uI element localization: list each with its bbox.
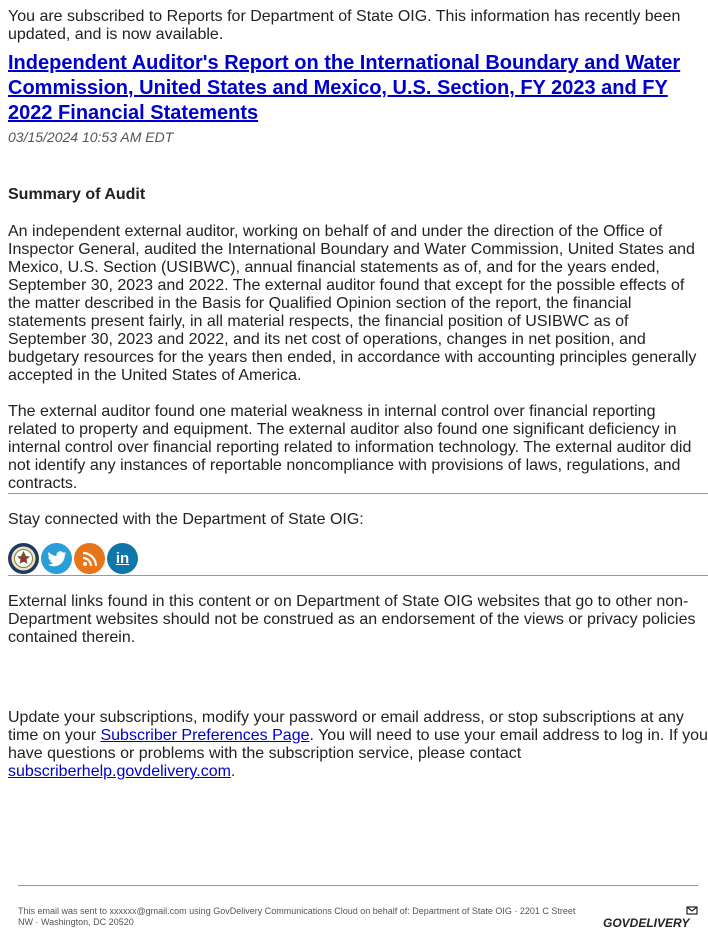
- govdelivery-logo: [603, 906, 699, 932]
- summary-paragraph-2: The external auditor found one material weakness in internal control over financial reporting related to property and equipment. The external auditor also found one significant deficiency in internal control over financial reporting related to information technology. The external auditor did not identify any instances of reportable noncompliance with provisions of laws, regulations, and contracts.: [8, 403, 692, 492]
- external-links-disclaimer: External links found in this content or on Department of State OIG websites that go to other non-Department websites should not be construed as an endorsement of the views or privacy policies contained therein.: [8, 593, 696, 646]
- summary-heading: Summary of Audit: [8, 186, 146, 203]
- twitter-icon[interactable]: [41, 543, 72, 574]
- divider: [8, 493, 708, 494]
- report-title-link[interactable]: Independent Auditor's Report on the International Boundary and Water Commission, United States and Mexico, U.S. Section, FY 2023 and FY 2022 Financial Statements: [8, 52, 681, 124]
- subscription-text-middle: . You will need to use your email address to log in. If you have questions or problems with the subscription service, please contact: [8, 727, 708, 762]
- linkedin-label: in: [115, 550, 130, 567]
- summary-paragraph-1: An independent external auditor, working on behalf of and under the direction of the Office of Inspector General, audited the International Boundary and Water Commission, United States and Mexico, U.S. Section (USIBWC), annual financial statements as of, and for the years ended, September 30, 2023 and 2022. The external auditor found that except for the possible effects of the matter described in the Basis for Qualified Opinion section of the report, the financial statements present fairly, in all material respects, the financial position of USIBWC as of September 30, 2023 and 2022, and its net cost of operations, changes in net position, and budgetary resources for the years then ended, in accordance with accounting principles generally accepted in the United States of America.: [8, 223, 697, 384]
- subscription-text-before: Update your subscriptions, modify your password or email address, or stop subscriptions at any time on your: [8, 709, 684, 744]
- subscription-notice: [8, 709, 708, 781]
- rss-icon[interactable]: [74, 543, 105, 574]
- footer-text: This email was sent to xxxxxx@gmail.com using GovDelivery Communications Cloud on behalf of: Department of State OIG · 2201 C Street NW · Washington, DC 20520: [18, 906, 576, 927]
- intro-text: You are subscribed to Reports for Department of State OIG. This information has recently been updated, and is now available.: [8, 8, 681, 43]
- linkedin-icon[interactable]: [107, 543, 138, 574]
- publish-date: 03/15/2024 10:53 AM EDT: [8, 129, 174, 145]
- govdelivery-logo-text: GOVDELIVERY: [603, 916, 690, 930]
- divider: [8, 575, 708, 576]
- social-icons: [8, 543, 708, 575]
- footer-divider: [18, 885, 698, 886]
- subscriber-help-link[interactable]: subscriberhelp.govdelivery.com: [8, 763, 231, 780]
- subscriber-preferences-link[interactable]: Subscriber Preferences Page: [100, 727, 310, 744]
- subscription-text-after: .: [230, 763, 236, 780]
- stay-connected-heading: Stay connected with the Department of State OIG:: [8, 511, 364, 528]
- state-seal-icon[interactable]: [8, 543, 39, 574]
